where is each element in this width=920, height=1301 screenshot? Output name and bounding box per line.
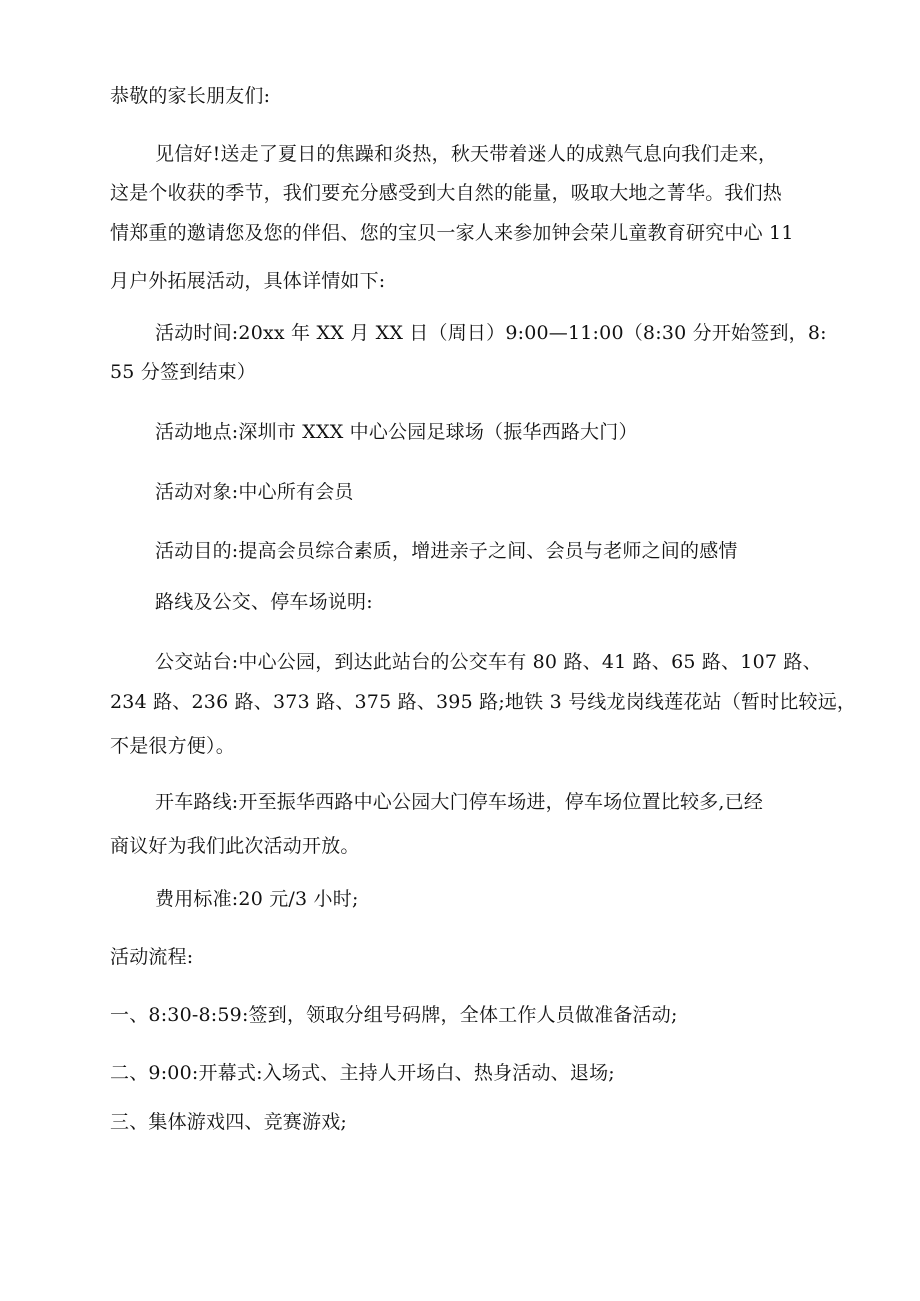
bus-line-1: 公交站台:中心公园，到达此站台的公交车有 80 路、41 路、65 路、107 路、	[155, 651, 822, 673]
activity-purpose: 活动目的:提高会员综合素质，增进亲子之间、会员与老师之间的感情	[155, 540, 738, 562]
activity-target: 活动对象:中心所有会员	[155, 481, 354, 503]
bus-line-3: 不是很方便）。	[110, 735, 235, 757]
greeting: 恭敬的家长朋友们:	[110, 85, 271, 107]
activity-time-line-2: 55 分签到结束）	[110, 361, 257, 383]
driving-line-2: 商议好为我们此次活动开放。	[110, 835, 360, 857]
driving-line-1: 开车路线:开至振华西路中心公园大门停车场进，停车场位置比较多,已经	[155, 791, 764, 813]
bus-line-2: 234 路、236 路、373 路、375 路、395 路;地铁 3 号线龙岗线莲花站（暂时比较远，	[110, 691, 857, 713]
flow-heading: 活动流程:	[110, 946, 194, 968]
fee-standard: 费用标准:20 元/3 小时;	[155, 888, 359, 910]
intro-line-1: 见信好!送走了夏日的焦躁和炎热，秋天带着迷人的成熟气息向我们走来，	[155, 143, 778, 165]
flow-item-1: 一、8:30-8:59:签到，领取分组号码牌，全体工作人员做准备活动;	[110, 1004, 678, 1026]
flow-item-2: 二、9:00:开幕式:入场式、主持人开场白、热身活动、退场;	[110, 1062, 615, 1084]
activity-location: 活动地点:深圳市 XXX 中心公园足球场（振华西路大门）	[155, 421, 638, 443]
intro-line-3: 情郑重的邀请您及您的伴侣、您的宝贝一家人来参加钟会荣儿童教育研究中心 11	[110, 222, 794, 244]
route-heading: 路线及公交、停车场说明:	[155, 591, 373, 613]
intro-line-2: 这是个收获的季节，我们要充分感受到大自然的能量，吸取大地之菁华。我们热	[110, 182, 783, 204]
intro-line-4: 月户外拓展活动，具体详情如下:	[110, 270, 386, 292]
flow-item-3: 三、集体游戏四、竞赛游戏;	[110, 1111, 348, 1133]
activity-time-line-1: 活动时间:20xx 年 XX 月 XX 日（周日）9:00—11:00（8:30 分开始签到，8:	[155, 322, 827, 344]
